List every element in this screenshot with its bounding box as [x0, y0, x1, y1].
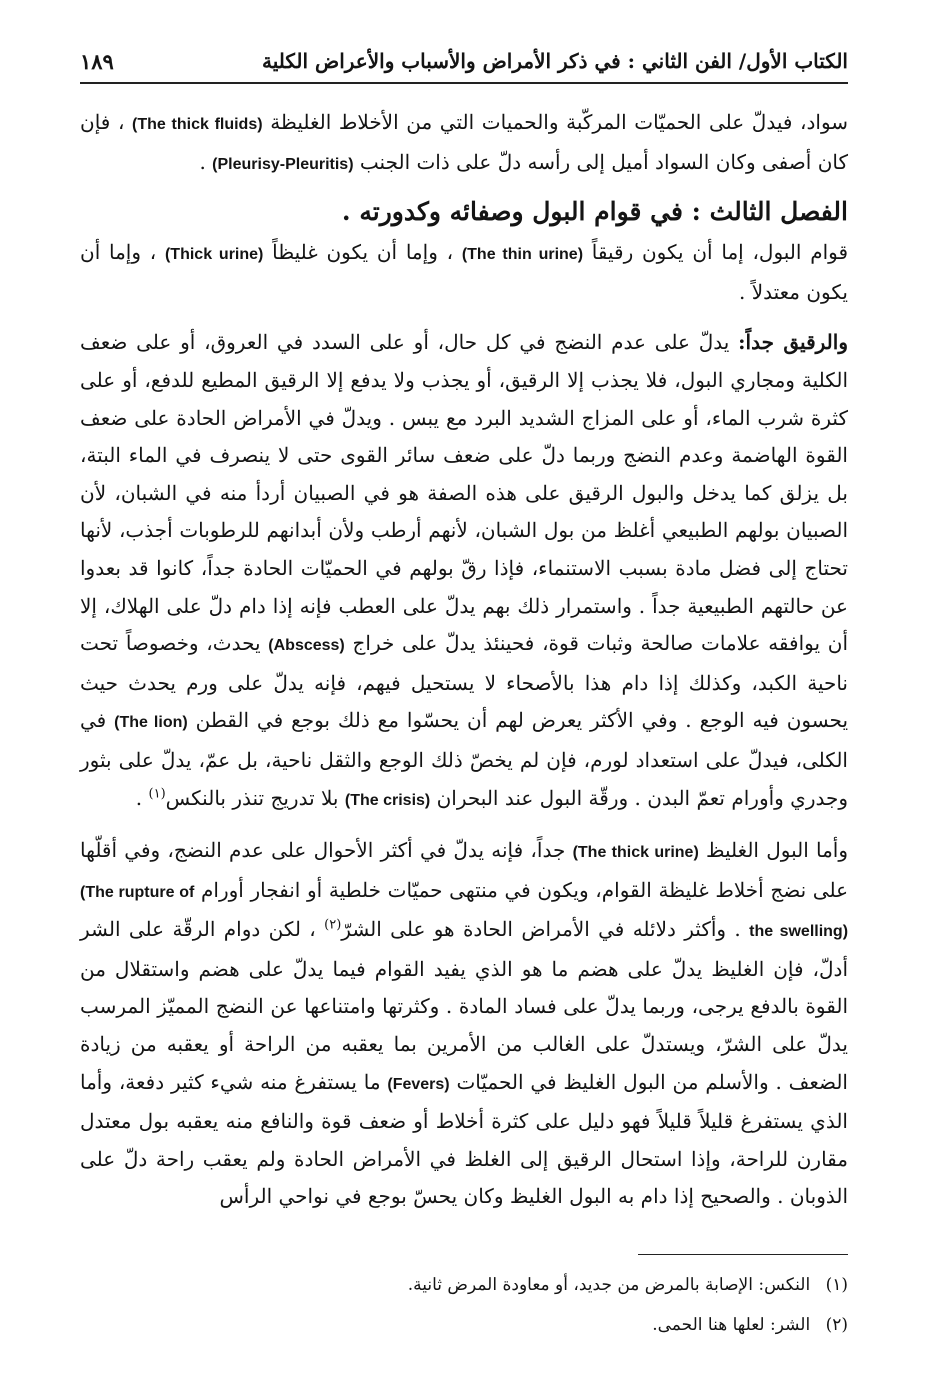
english-term: (Fevers) [387, 1075, 450, 1093]
footnote-number: (٢) [825, 1315, 848, 1335]
footnote-divider [638, 1254, 848, 1255]
footnote [80, 1305, 848, 1345]
paragraph-thick-urine [80, 832, 848, 1216]
english-term: (The crisis) [344, 791, 431, 809]
text-run: جداً، فإنه يدلّ في أكثر الأحوال على عدم النضج، وفي أقلّها على نضج أخلاط غليظة القوام، ويكون في منتهى حميّات خلطية أو انفجار أورام [80, 838, 849, 902]
footnote-ref: (٢) [324, 917, 342, 933]
english-term: (The thin urine) [461, 246, 584, 264]
footnote-ref: (١) [148, 785, 166, 801]
text-run: . وأكثر دلائله في الأمراض الحادة هو على الشرّ [341, 917, 741, 942]
page-body [80, 104, 848, 1216]
english-term: (The thick fluids) [132, 116, 263, 133]
text-run: . [135, 785, 143, 810]
text-run: . [199, 149, 206, 174]
text-run: سواد، فيدلّ على الحميّات المركّبة والحميات التي من الأخلاط الغليظة [270, 110, 849, 134]
footnotes [80, 1265, 848, 1345]
text-run: ، فإن كان أصفى وكان السواد أميل إلى رأسه دلّ على ذات الجنب [80, 110, 848, 174]
text-run: يحدث، وخصوصاً تحت ناحية الكبد، وكذلك إذا دام هذا بالأصحاء لا يستحيل فيهم، فإنه يدلّ على ورم يحدث حيث يحسون فيه الوجع . وفي الأكثر يعرض لهم أن يحسّوا مع ذلك بوجع في القطن [80, 631, 849, 733]
footnote-number: (١) [825, 1275, 848, 1295]
text-run: ما يستفرغ منه شيء كثير دفعة، وأما الذي يستفرغ قليلاً قليلاً فهو دليل على كثرة أخلاط أو ضعف قوة والنافع منه يعقبه بول معتدل مقارن للراحة، وإذا استحال الرقيق إلى الغلظ في الأمراض الحادة ولم يعقب راحة دلّ على الذوبان . والصحيح إذا دام به البول الغليظ وكان يحسّ بوجع في نواحي الرأس [80, 1069, 848, 1209]
text-run: قوام البول، إما أن يكون رقيقاً [591, 240, 849, 265]
paragraph-continuation [80, 104, 848, 183]
header-title: الكتاب الأول/ الفن الثاني : في ذكر الأمراض والأسباب والأعراض الكلية [261, 49, 848, 73]
paragraph-lead: والرقيق جداً: [738, 330, 848, 355]
running-header [80, 40, 848, 84]
english-term: (Abscess) [268, 637, 345, 655]
footnote [80, 1265, 848, 1305]
english-term: (Pleurisy-Pleuritis) [212, 155, 354, 173]
english-term: (Thick urine) [164, 246, 264, 264]
paragraph-thin-urine [80, 324, 848, 819]
paragraph-urine-consistency [80, 234, 848, 311]
footnote-text: الشر: لعلها هنا الحمى. [652, 1315, 811, 1335]
text-run: ، وإما أن يكون معتدلاً . [80, 240, 848, 304]
english-term: (The lion) [114, 714, 188, 732]
text-run: ، وإما أن يكون غليظاً [272, 240, 454, 265]
text-run: ، لكن دوام الرقّة على الشر أدلّ، فإن الغليظ يدلّ على هضم ما هو الذي يفيد القوام فيما يدلّ على هضم واستقلال من القوة بالدفع يرجى، وربما يدلّ على فساد المادة . وكثرتها وامتناعها عن النضج المميّز المرسب يدلّ على الشرّ، ويستدلّ على الغالب من الأمرين بما يعقبه من الراحة أو يعقبه من زيادة الضعف . والأسلم من البول الغليظ في الحميّات [80, 917, 848, 1094]
section-heading: الفصل الثالث : في قوام البول وصفائه وكدورته . [341, 197, 848, 227]
text-run: بلا تدريج تنذر بالنكس [165, 785, 339, 810]
footnote-text: النكس: الإصابة بالمرض من جديد، أو معاودة المرض ثانية. [407, 1275, 811, 1295]
text-run: وأما البول الغليظ [706, 838, 849, 863]
english-term: (The rupture of the swelling) [80, 883, 849, 941]
page-number: ١٨٩ [80, 48, 114, 74]
english-term: (The thick urine) [572, 844, 699, 862]
text-run: في الكلى، فيدلّ على استعداد لورم، فإن لم يخصّ ذلك الوجع والثقل ناحية، بل عمّ، يدلّ على بثور وجدري وأورام تعمّ البدن . ورقّة البول عند البحران [80, 708, 848, 810]
text-run: يدلّ على عدم النضج في كل حال، أو على السدد في العروق، أو على ضعف الكلية ومجاري البول، فلا يجذب إلا الرقيق، أو يجذب ولا يدفع إلا الرقيق المطيع للدفع، أو على كثرة شرب الماء، أو على المزاج الشديد البرد مع يبس . ويدلّ في الأمراض الحادة على ضعف القوة الهاضمة وعدم النضج وربما دلّ على ضعف سائر القوى حتى لا ينصرف في الماء البتة، بل يزلق كما يدخل والبول الرقيق على هذه الصفة هو في الصبيان أردأ منه في الشبان، لأن الصبيان بولهم الطبيعي أغلظ من بول الشبان، لأنهم أرطب ولأن أبدانهم للرطوبات أجذب، لأنها تحتاج إلى فضل مادة بسبب الاستنماء، فإذا رقّ بولهم في الحميّات الحادة جداً، كانوا قد بعدوا عن حالتهم الطبيعية جداً . واستمرار ذلك بهم يدلّ على العطب فإنه إذا دام دلّ على الهلاك، إلا أن يوافقه علامات صالحة وثبات قوة، فحينئذ يدلّ على خراج [80, 330, 849, 656]
